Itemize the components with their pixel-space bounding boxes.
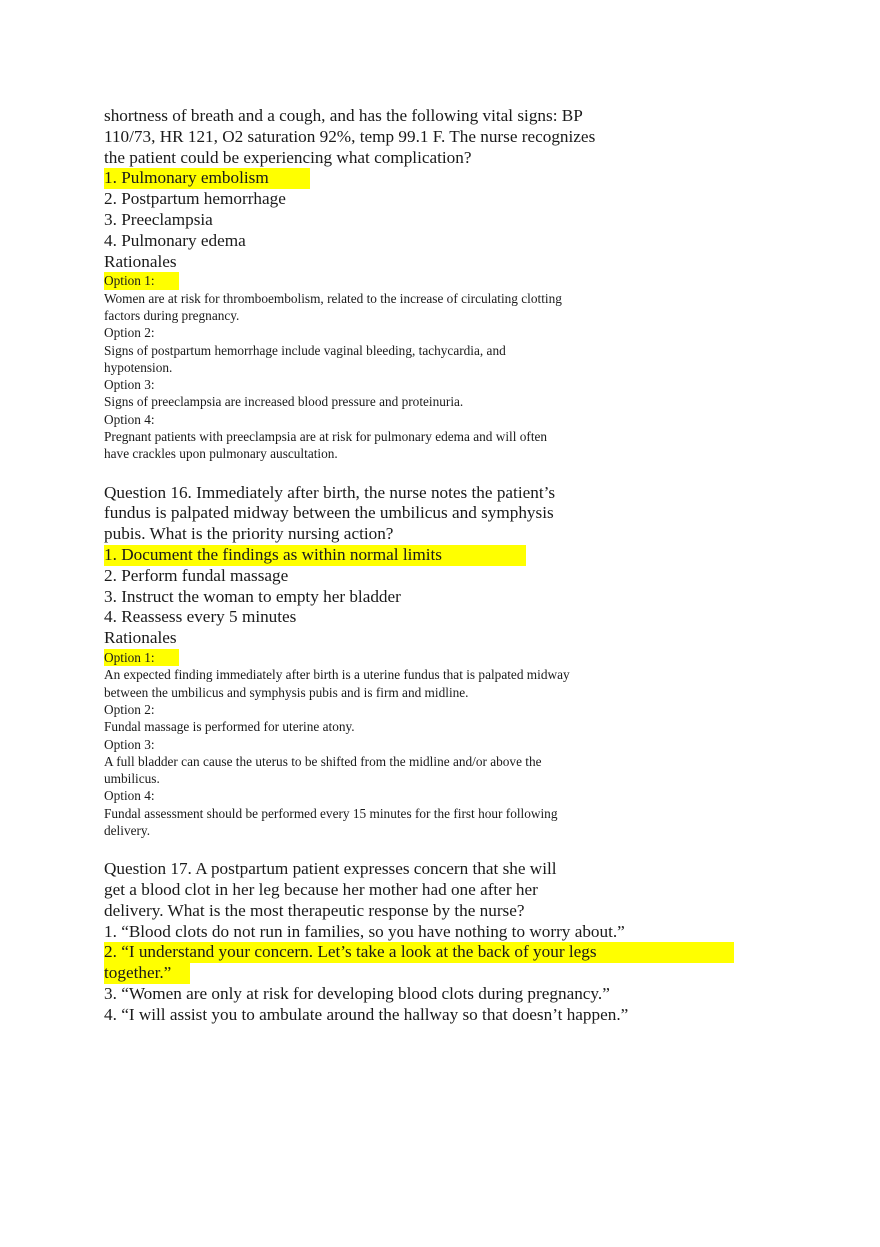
rationale-text: Fundal massage is performed for uterine atony. [104,719,355,735]
rationale-text: hypotension. [104,359,173,375]
question-stem: fundus is palpated midway between the umbilicus and symphysis [104,503,554,523]
question-stem: shortness of breath and a cough, and has the following vital signs: BP [104,106,583,125]
question-stem: Question 17. A postpartum patient expresses concern that she will [104,859,557,879]
document-page [104,106,744,1026]
rationale-label: Option 2: [104,701,155,717]
question-stem: delivery. What is the most therapeutic response by the nurse? [104,900,525,920]
question-stem: Question 16. Immediately after birth, the nurse notes the patient’s [104,482,556,502]
question-16 [104,483,744,840]
answer-option: 1. “Blood clots do not run in families, so you have nothing to worry about.” [104,921,625,941]
question-stem: 110/73, HR 121, O2 saturation 92%, temp 99.1 F. The nurse recognizes [104,126,596,146]
rationale-label: Option 3: [104,736,155,752]
rationales-heading: Rationales [104,251,177,271]
answer-option-correct: 1. Document the findings as within normal limits [104,545,526,566]
rationale-label-correct: Option 1: [104,649,179,666]
rationales-heading: Rationales [104,628,177,648]
rationale-label: Option 4: [104,788,155,804]
rationale-text: have crackles upon pulmonary auscultation. [104,446,338,462]
question-stem: get a blood clot in her leg because her mother had one after her [104,880,538,900]
question-stem: pubis. What is the priority nursing action? [104,524,394,544]
rationale-text: Fundal assessment should be performed every 15 minutes for the first hour following [104,805,558,821]
answer-option: 3. “Women are only at risk for developing blood clots during pregnancy.” [104,984,610,1004]
answer-option: 2. Postpartum hemorrhage [104,189,286,209]
spacer [104,463,744,483]
rationale-text: delivery. [104,822,151,838]
question-15 [104,106,744,463]
rationale-label: Option 4: [104,411,155,427]
answer-option-correct-continued: together.” [104,963,190,984]
rationale-label-correct: Option 1: [104,272,179,289]
rationale-text: Signs of preeclampsia are increased blood pressure and proteinuria. [104,394,464,410]
spacer [104,839,744,859]
answer-option: 3. Instruct the woman to empty her bladder [104,586,401,606]
rationale-text: An expected finding immediately after birth is a uterine fundus that is palpated midway [104,667,570,683]
rationale-label: Option 3: [104,377,155,393]
rationale-text: factors during pregnancy. [104,307,240,323]
answer-option-correct: 1. Pulmonary embolism [104,168,310,189]
question-17 [104,859,744,1025]
answer-option-correct: 2. “I understand your concern. Let’s take a look at the back of your legs [104,942,734,963]
answer-option: 4. Pulmonary edema [104,230,246,250]
rationale-text: Women are at risk for thromboembolism, related to the increase of circulating clotting [104,290,562,306]
question-stem: the patient could be experiencing what complication? [104,147,472,167]
answer-option: 4. Reassess every 5 minutes [104,607,297,627]
rationale-text: Pregnant patients with preeclampsia are at risk for pulmonary edema and will often [104,429,548,445]
rationale-text: Signs of postpartum hemorrhage include vaginal bleeding, tachycardia, and [104,342,506,358]
answer-option: 2. Perform fundal massage [104,565,289,585]
answer-option: 4. “I will assist you to ambulate around the hallway so that doesn’t happen.” [104,1004,629,1024]
rationale-text: between the umbilicus and symphysis pubis and is firm and midline. [104,684,469,700]
answer-option: 3. Preeclampsia [104,209,213,229]
rationale-text: A full bladder can cause the uterus to be shifted from the midline and/or above the [104,753,542,769]
rationale-label: Option 2: [104,325,155,341]
rationale-text: umbilicus. [104,771,160,787]
